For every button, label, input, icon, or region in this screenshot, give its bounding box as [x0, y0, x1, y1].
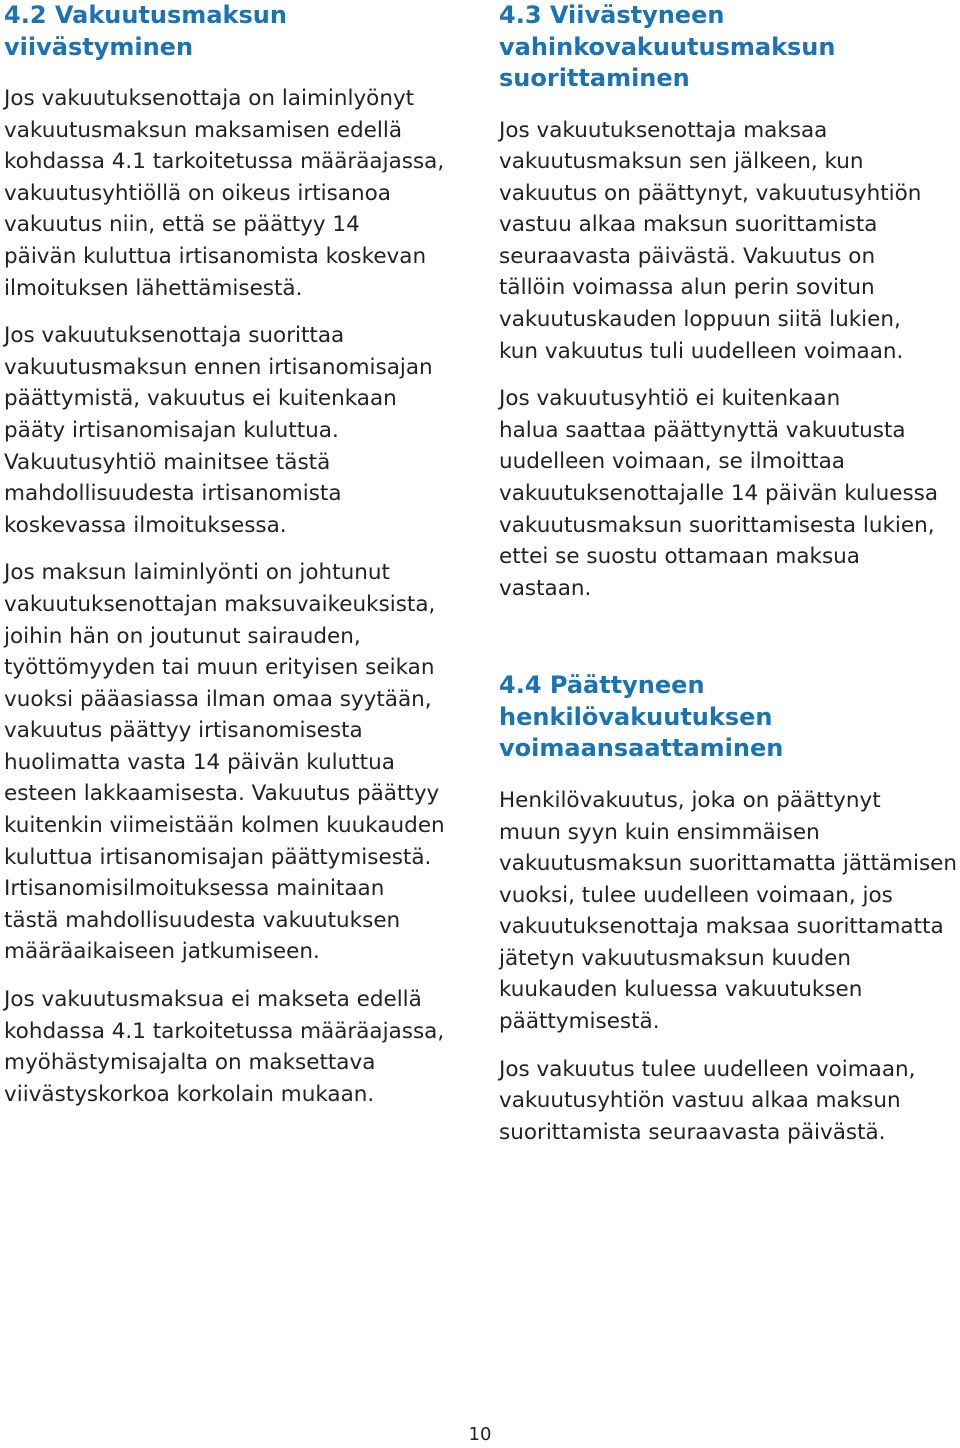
text-line: vakuutuskauden loppuun siitä lukien, — [499, 307, 901, 333]
text-line: vastaan. — [499, 575, 592, 601]
text-line: kohdassa 4.1 tarkoitetussa määräajassa, — [4, 1018, 445, 1044]
paragraph — [4, 83, 476, 304]
text-line: Jos maksun laiminlyönti on johtunut — [4, 560, 390, 586]
heading-line: voimaansaattaminen — [499, 734, 784, 763]
section-heading-4-4 — [499, 670, 960, 765]
text-line: vakuutuksenottaja maksaa suorittamatta — [499, 914, 944, 940]
text-line: pääty irtisanomisajan kuluttua. — [4, 417, 339, 443]
text-line: koskevassa ilmoituksessa. — [4, 512, 287, 538]
heading-line: 4.4 Päättyneen — [499, 671, 705, 700]
text-line: vakuutus päättyy irtisanomisesta — [4, 718, 363, 744]
left-column — [4, 0, 476, 1110]
text-line: vakuutusyhtiöllä on oikeus irtisanoa — [4, 180, 391, 206]
section-heading-4-3 — [499, 0, 960, 95]
paragraph — [499, 383, 960, 604]
text-line: kun vakuutus tuli uudelleen voimaan. — [499, 338, 904, 364]
text-line: vakuutus on päättynyt, vakuutusyhtiön — [499, 180, 922, 206]
paragraph — [499, 785, 960, 1038]
text-line: ilmoituksen lähettämisestä. — [4, 275, 303, 301]
paragraph — [499, 115, 960, 368]
text-line: kuitenkin viimeistään kolmen kuukauden — [4, 813, 445, 839]
text-line: Vakuutusyhtiö mainitsee tästä — [4, 449, 331, 475]
text-line: päättymistä, vakuutus ei kuitenkaan — [4, 386, 397, 412]
text-line: vakuutusyhtiön vastuu alkaa maksun — [499, 1088, 901, 1114]
page-number: 10 — [468, 1424, 492, 1445]
text-line: halua saattaa päättynyttä vakuutusta — [499, 417, 906, 443]
section-heading-4-2 — [4, 0, 476, 63]
text-line: myöhästymisajalta on maksettava — [4, 1050, 376, 1076]
text-line: huolimatta vasta 14 päivän kuluttua — [4, 749, 395, 775]
text-line: joihin hän on joutunut sairauden, — [4, 623, 361, 649]
text-line: Jos vakuutuksenottaja suorittaa — [4, 323, 345, 349]
text-line: Henkilövakuutus, joka on päättynyt — [499, 787, 881, 813]
text-line: päivän kuluttua irtisanomista koskevan — [4, 243, 427, 269]
text-line: Jos vakuutuksenottaja maksaa — [499, 117, 828, 143]
paragraph — [4, 557, 476, 968]
text-line: vakuutuksenottajalle 14 päivän kuluessa — [499, 481, 939, 507]
text-line: määräaikaiseen jatkumiseen. — [4, 939, 320, 965]
text-line: jätetyn vakuutusmaksun kuuden — [499, 945, 852, 971]
heading-line: henkilövakuutuksen — [499, 702, 773, 731]
text-line: kuukauden kuluessa vakuutuksen — [499, 977, 863, 1003]
heading-line: vahinkovakuutusmaksun — [499, 32, 836, 61]
text-line: Jos vakuutusmaksua ei makseta edellä — [4, 987, 422, 1013]
text-line: tällöin voimassa alun perin sovitun — [499, 275, 875, 301]
text-line: vakuutusmaksun ennen irtisanomisajan — [4, 354, 433, 380]
text-line: Jos vakuutuksenottaja on laiminlyönyt — [4, 86, 415, 111]
text-line: seuraavasta päivästä. Vakuutus on — [499, 243, 876, 269]
right-column — [499, 0, 960, 1148]
text-line: vuoksi, tulee uudelleen voimaan, jos — [499, 882, 893, 908]
text-line: mahdollisuudesta irtisanomista — [4, 481, 342, 507]
paragraph — [499, 1054, 960, 1149]
heading-line: viivästyminen — [4, 32, 194, 61]
text-line: muun syyn kuin ensimmäisen — [499, 819, 820, 845]
text-line: vakuutus niin, että se päättyy 14 — [4, 212, 360, 238]
text-line: kuluttua irtisanomisajan päättymisestä. — [4, 844, 432, 870]
text-line: vakuutusmaksun suorittamatta jättämisen — [499, 851, 958, 877]
paragraph — [4, 320, 476, 541]
text-line: vastuu alkaa maksun suorittamista — [499, 212, 878, 238]
text-line: vakuutusmaksun suorittamisesta lukien, — [499, 512, 935, 538]
text-line: uudelleen voimaan, se ilmoittaa — [499, 449, 845, 475]
text-line: kohdassa 4.1 tarkoitetussa määräajassa, — [4, 149, 445, 175]
text-line: esteen lakkaamisesta. Vakuutus päättyy — [4, 781, 440, 807]
heading-line: 4.3 Viivästyneen — [499, 1, 725, 29]
text-line: Irtisanomisilmoituksessa mainitaan — [4, 876, 385, 902]
heading-line: suorittaminen — [499, 64, 690, 92]
text-line: vakuutuksenottajan maksuvaikeuksista, — [4, 591, 436, 617]
text-line: Jos vakuutus tulee uudelleen voimaan, — [499, 1056, 916, 1082]
text-line: tästä mahdollisuudesta vakuutuksen — [4, 907, 401, 933]
text-line: päättymisestä. — [499, 1009, 660, 1035]
text-line: suorittamista seuraavasta päivästä. — [499, 1119, 886, 1145]
text-line: vakuutusmaksun maksamisen edellä — [4, 117, 403, 143]
text-line: työttömyyden tai muun erityisen seikan — [4, 655, 435, 681]
heading-line: 4.2 Vakuutusmaksun — [4, 1, 287, 29]
text-line: viivästyskorkoa korkolain mukaan. — [4, 1081, 375, 1107]
text-line: vakuutusmaksun sen jälkeen, kun — [499, 149, 864, 175]
text-line: ettei se suostu ottamaan maksua — [499, 544, 860, 570]
paragraph — [4, 984, 476, 1110]
text-line: Jos vakuutusyhtiö ei kuitenkaan — [499, 386, 841, 412]
text-line: vuoksi pääasiassa ilman omaa syytään, — [4, 686, 432, 712]
